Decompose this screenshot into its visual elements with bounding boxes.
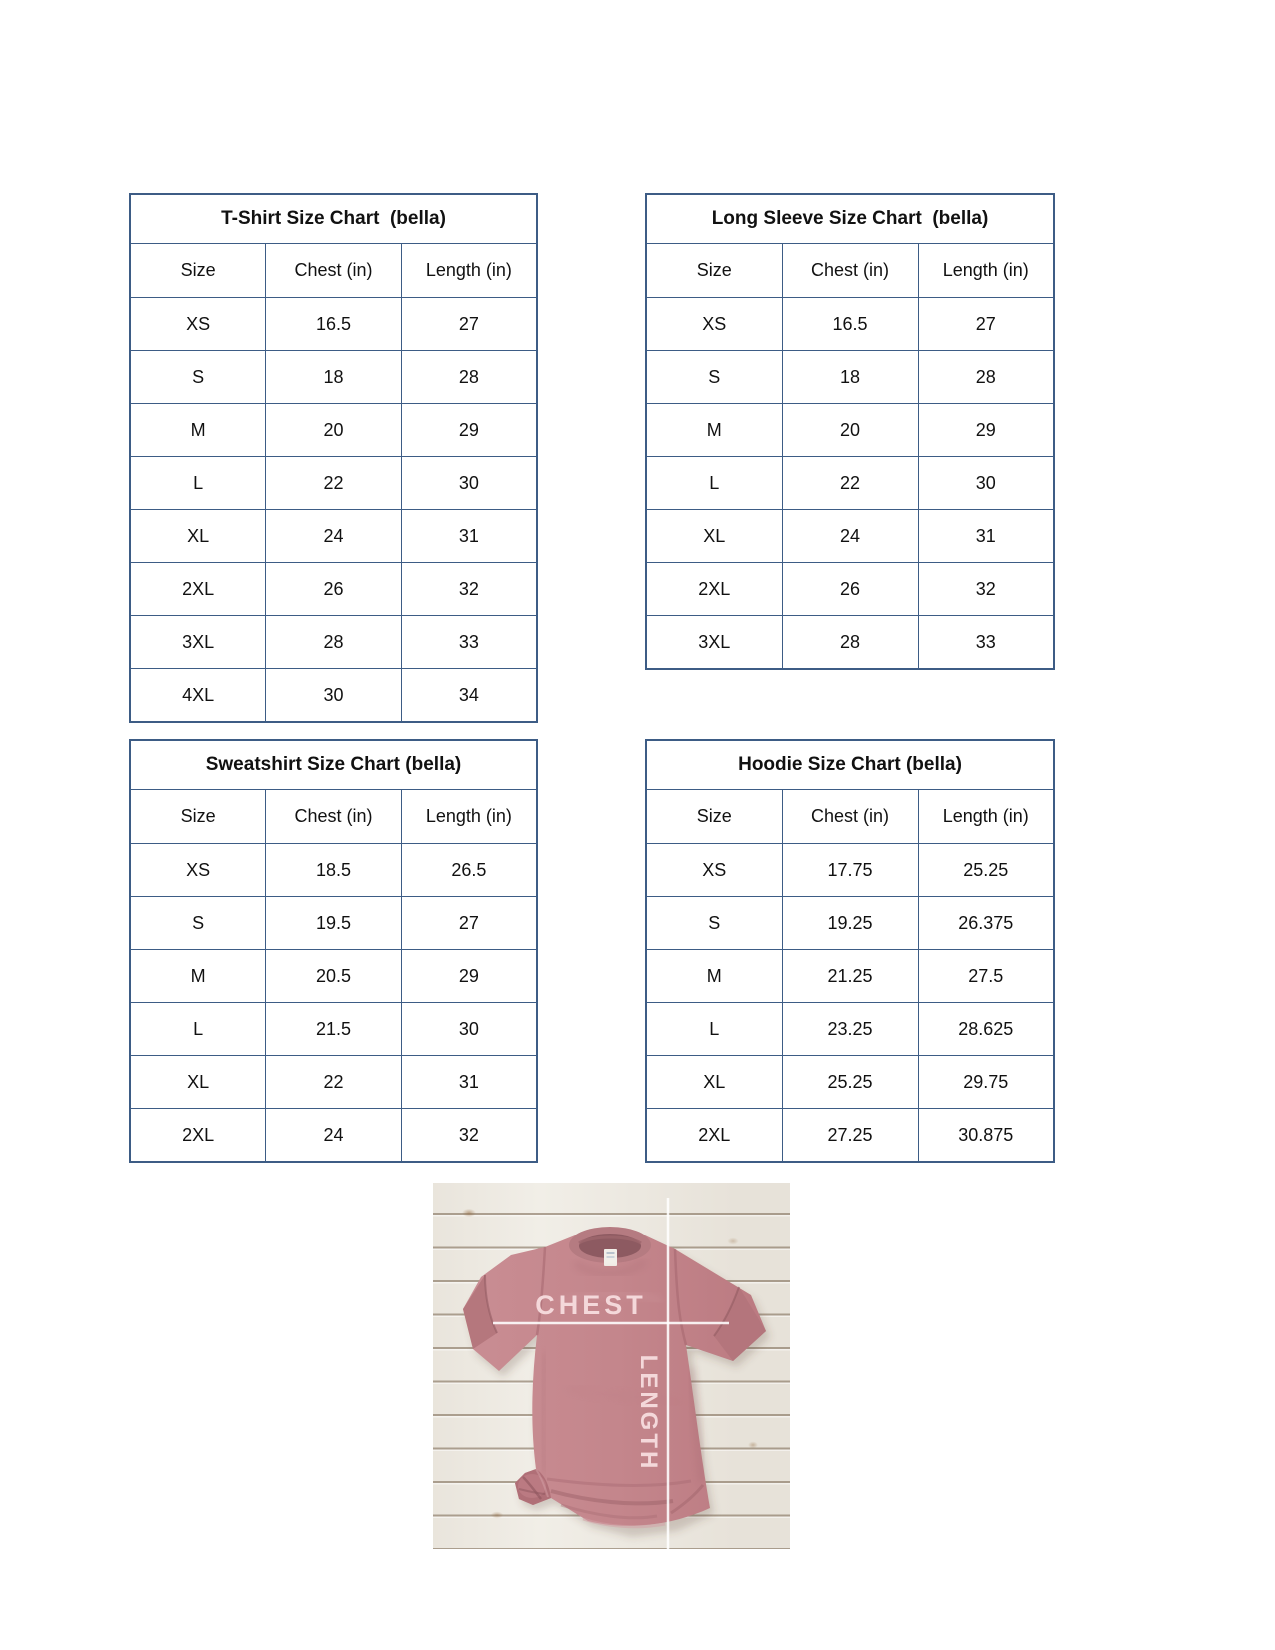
table-row bbox=[646, 563, 1054, 616]
size-cell: XS bbox=[646, 844, 782, 897]
size-cell: XS bbox=[130, 298, 266, 351]
longsleeve-table bbox=[645, 193, 1055, 670]
size-cell: 27.5 bbox=[918, 950, 1054, 1003]
size-cell: 33 bbox=[918, 616, 1054, 670]
table-row bbox=[646, 616, 1054, 670]
size-cell: 25.25 bbox=[918, 844, 1054, 897]
size-cell: 27.25 bbox=[782, 1109, 918, 1163]
size-cell: 29 bbox=[401, 950, 537, 1003]
size-cell: 2XL bbox=[646, 1109, 782, 1163]
table-row bbox=[130, 1003, 537, 1056]
size-cell: L bbox=[130, 1003, 266, 1056]
column-header: Chest (in) bbox=[266, 244, 402, 298]
size-cell: 30 bbox=[401, 1003, 537, 1056]
size-cell: XL bbox=[646, 1056, 782, 1109]
size-cell: 29 bbox=[401, 404, 537, 457]
table-row bbox=[646, 1109, 1054, 1163]
length-label: LENGTH bbox=[635, 1354, 662, 1472]
size-cell: 18 bbox=[782, 351, 918, 404]
size-cell: XL bbox=[130, 510, 266, 563]
size-cell: 3XL bbox=[130, 616, 266, 669]
size-cell: S bbox=[646, 351, 782, 404]
size-cell: L bbox=[130, 457, 266, 510]
table-row bbox=[130, 298, 537, 351]
table-title: Sweatshirt Size Chart (bella) bbox=[130, 740, 537, 790]
column-header: Length (in) bbox=[918, 244, 1054, 298]
column-header: Length (in) bbox=[918, 790, 1054, 844]
size-cell: 21.25 bbox=[782, 950, 918, 1003]
table-row bbox=[130, 510, 537, 563]
table-row bbox=[646, 510, 1054, 563]
size-cell: 30.875 bbox=[918, 1109, 1054, 1163]
size-cell: XL bbox=[646, 510, 782, 563]
table-row bbox=[130, 563, 537, 616]
hoodie-size-chart bbox=[645, 739, 1055, 1163]
size-cell: 26 bbox=[782, 563, 918, 616]
size-cell: 22 bbox=[266, 1056, 402, 1109]
size-cell: 28 bbox=[782, 616, 918, 670]
column-header: Size bbox=[130, 790, 266, 844]
table-title: Long Sleeve Size Chart (bella) bbox=[646, 194, 1054, 244]
tshirt-size-chart bbox=[129, 193, 538, 723]
size-cell: 2XL bbox=[646, 563, 782, 616]
size-cell: 31 bbox=[401, 1056, 537, 1109]
column-header: Chest (in) bbox=[266, 790, 402, 844]
size-cell: 23.25 bbox=[782, 1003, 918, 1056]
size-cell: 32 bbox=[918, 563, 1054, 616]
size-cell: 18.5 bbox=[266, 844, 402, 897]
table-row bbox=[646, 404, 1054, 457]
shirt-measurement-photo bbox=[433, 1183, 790, 1549]
sweatshirt-size-chart bbox=[129, 739, 538, 1163]
table-row bbox=[646, 1003, 1054, 1056]
size-cell: 24 bbox=[782, 510, 918, 563]
hoodie-table bbox=[645, 739, 1055, 1163]
size-cell: 26.375 bbox=[918, 897, 1054, 950]
size-cell: XS bbox=[130, 844, 266, 897]
size-cell: 26.5 bbox=[401, 844, 537, 897]
size-cell: 18 bbox=[266, 351, 402, 404]
chest-label: CHEST bbox=[535, 1290, 647, 1320]
size-cell: 30 bbox=[918, 457, 1054, 510]
size-cell: 32 bbox=[401, 563, 537, 616]
size-cell: 25.25 bbox=[782, 1056, 918, 1109]
size-cell: S bbox=[130, 351, 266, 404]
sweatshirt-table bbox=[129, 739, 538, 1163]
table-title: Hoodie Size Chart (bella) bbox=[646, 740, 1054, 790]
size-cell: 20 bbox=[266, 404, 402, 457]
size-cell: 24 bbox=[266, 510, 402, 563]
size-cell: 22 bbox=[782, 457, 918, 510]
size-cell: 31 bbox=[401, 510, 537, 563]
size-cell: M bbox=[130, 950, 266, 1003]
size-cell: 30 bbox=[266, 669, 402, 723]
column-header: Size bbox=[646, 244, 782, 298]
size-cell: 27 bbox=[401, 897, 537, 950]
size-cell: 28 bbox=[401, 351, 537, 404]
table-row bbox=[130, 844, 537, 897]
size-cell: 2XL bbox=[130, 563, 266, 616]
table-row bbox=[646, 457, 1054, 510]
size-cell: XS bbox=[646, 298, 782, 351]
size-cell: 4XL bbox=[130, 669, 266, 723]
size-cell: 28 bbox=[266, 616, 402, 669]
table-row bbox=[646, 1056, 1054, 1109]
table-row bbox=[646, 351, 1054, 404]
size-cell: 33 bbox=[401, 616, 537, 669]
size-cell: S bbox=[130, 897, 266, 950]
table-row bbox=[130, 897, 537, 950]
table-title: T-Shirt Size Chart (bella) bbox=[130, 194, 537, 244]
size-cell: 22 bbox=[266, 457, 402, 510]
size-cell: M bbox=[646, 950, 782, 1003]
column-header: Length (in) bbox=[401, 790, 537, 844]
tshirt-illustration bbox=[463, 1227, 770, 1537]
column-header: Chest (in) bbox=[782, 790, 918, 844]
table-row bbox=[130, 669, 537, 723]
size-cell: 20.5 bbox=[266, 950, 402, 1003]
size-cell: 34 bbox=[401, 669, 537, 723]
size-cell: 28 bbox=[918, 351, 1054, 404]
table-row bbox=[646, 950, 1054, 1003]
column-header: Chest (in) bbox=[782, 244, 918, 298]
size-cell: 3XL bbox=[646, 616, 782, 670]
size-cell: 32 bbox=[401, 1109, 537, 1163]
size-cell: L bbox=[646, 457, 782, 510]
table-row bbox=[130, 351, 537, 404]
size-cell: 30 bbox=[401, 457, 537, 510]
table-row bbox=[130, 950, 537, 1003]
size-cell: 21.5 bbox=[266, 1003, 402, 1056]
table-row bbox=[130, 1109, 537, 1163]
tshirt-table bbox=[129, 193, 538, 723]
size-cell: 19.25 bbox=[782, 897, 918, 950]
long-sleeve-size-chart bbox=[645, 193, 1055, 670]
size-cell: 29.75 bbox=[918, 1056, 1054, 1109]
table-row bbox=[130, 1056, 537, 1109]
size-cell: 19.5 bbox=[266, 897, 402, 950]
size-cell: 29 bbox=[918, 404, 1054, 457]
column-header: Size bbox=[130, 244, 266, 298]
size-cell: 20 bbox=[782, 404, 918, 457]
column-header: Length (in) bbox=[401, 244, 537, 298]
size-cell: L bbox=[646, 1003, 782, 1056]
size-cell: XL bbox=[130, 1056, 266, 1109]
table-row bbox=[130, 404, 537, 457]
size-cell: 28.625 bbox=[918, 1003, 1054, 1056]
table-row bbox=[130, 457, 537, 510]
size-cell: 26 bbox=[266, 563, 402, 616]
table-row bbox=[646, 897, 1054, 950]
size-cell: 31 bbox=[918, 510, 1054, 563]
size-cell: 2XL bbox=[130, 1109, 266, 1163]
table-row bbox=[130, 616, 537, 669]
size-cell: 17.75 bbox=[782, 844, 918, 897]
size-cell: 16.5 bbox=[266, 298, 402, 351]
size-cell: S bbox=[646, 897, 782, 950]
table-row bbox=[646, 298, 1054, 351]
size-cell: 27 bbox=[401, 298, 537, 351]
size-cell: 24 bbox=[266, 1109, 402, 1163]
size-cell: 27 bbox=[918, 298, 1054, 351]
size-cell: M bbox=[646, 404, 782, 457]
column-header: Size bbox=[646, 790, 782, 844]
size-cell: M bbox=[130, 404, 266, 457]
table-row bbox=[646, 844, 1054, 897]
tshirt-mockup-graphic bbox=[433, 1183, 790, 1549]
size-cell: 16.5 bbox=[782, 298, 918, 351]
